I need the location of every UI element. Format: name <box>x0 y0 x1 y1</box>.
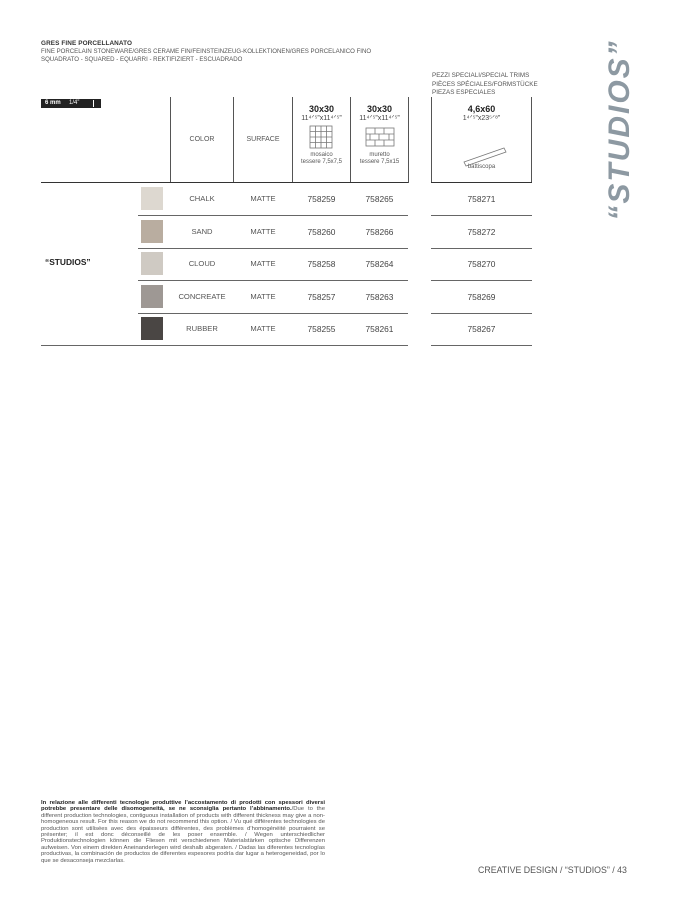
column-header-color: COLOR <box>189 136 215 143</box>
code-size2: 758264 <box>365 259 394 270</box>
special-trims-label <box>432 72 538 98</box>
divider <box>431 182 532 183</box>
row-divider <box>138 280 408 281</box>
special-trims-line3: PIEZAS ESPECIALES <box>432 89 496 96</box>
column-header-size2 <box>351 104 408 166</box>
color-name: RUBBER <box>186 324 218 334</box>
divider <box>41 182 408 183</box>
row-divider <box>431 280 532 281</box>
color-swatch <box>141 220 163 243</box>
color-name: CLOUD <box>188 259 216 269</box>
code-size2: 758265 <box>365 194 394 205</box>
size1-imperial: 11⁴ᐟ⁵”x11⁴ᐟ⁵” <box>301 115 342 122</box>
brick-wall-icon <box>351 122 408 152</box>
size1-caption1: mosaico <box>310 152 333 158</box>
code-size3: 758270 <box>467 259 496 270</box>
thickness-arrow-icon <box>93 100 94 107</box>
series-name: “STUDIOS” <box>45 257 91 267</box>
row-divider <box>41 345 138 346</box>
color-swatch <box>141 285 163 308</box>
column-header-size3 <box>432 104 531 171</box>
page-footer: CREATIVE DESIGN / “STUDIOS” / 43 <box>478 865 627 875</box>
size2-caption2: tessere 7,5x15 <box>359 159 400 165</box>
surface-name: MATTE <box>250 291 276 301</box>
footnote-text: /Due to the different production technologies, contiguous installation of products with different thickness may give a non-homogeneous result. For this reason we do not recommend this option. / Vu qué différentes technologies de production sont utilisées avec des épaisseurs différentes, des problèmes d’homogénéité pourraient se présenter; il est donc déconseillé de les poser ensemble. / Wegen unterschiedlicher Produktionstechnologien können die Fliesen mit verschiedenen Materialstärken optische Differenzen aufweisen. Von einem direkten Aneinanderlegen wird deshalb abgeraten. / Dadas las diferentes tecnologías productivas, la combinación de productos de diferentes espesores podría dar lugar a heterogeneidad, por lo que se desaconseja mezclarlas. <box>41 806 325 864</box>
code-size3: 758267 <box>467 324 496 335</box>
vertical-title-text: “STUDIOS” <box>603 39 636 221</box>
surface-name: MATTE <box>250 194 276 204</box>
color-name: CHALK <box>189 194 215 204</box>
header-subtitle: FINE PORCELAIN STONEWARE/GRES CERAME FIN/FEINSTEINZEUG-KOLLEKTIONEN/GRES PORCELANICO FINO <box>41 48 372 55</box>
row-divider <box>431 345 532 346</box>
thickness-mm: 6 mm <box>45 100 61 106</box>
color-name: CONCREATE <box>178 291 226 301</box>
code-size1: 758257 <box>307 291 336 302</box>
column-header-size1 <box>293 104 350 166</box>
surface-name: MATTE <box>250 259 276 269</box>
header-squared: SQUADRATO - SQUARED - EQUARRI - REKTIFIZIERT - ESCUADRADO <box>41 56 243 63</box>
color-name: SAND <box>191 226 213 236</box>
code-size1: 758255 <box>307 324 336 335</box>
special-trims-line1: PEZZI SPECIALI/SPECIAL TRIMS <box>432 72 530 79</box>
column-header-surface: SURFACE <box>246 136 280 143</box>
skirting-icon <box>432 122 531 170</box>
size1-caption2: tessere 7,5x7,5 <box>300 159 343 165</box>
size2-imperial: 11⁴ᐟ⁵”x11⁴ᐟ⁵” <box>359 115 400 122</box>
surface-name: MATTE <box>250 226 276 236</box>
size2-caption1: muretto <box>369 152 390 158</box>
color-swatch <box>141 252 163 275</box>
code-size1: 758259 <box>307 194 336 205</box>
thickness-badge <box>41 99 101 108</box>
code-size2: 758263 <box>365 291 394 302</box>
code-size1: 758260 <box>307 226 336 237</box>
footnote <box>41 800 325 864</box>
row-divider <box>138 345 408 346</box>
row-divider <box>431 248 532 249</box>
code-size2: 758266 <box>365 226 394 237</box>
size2-metric: 30x30 <box>366 104 393 114</box>
vertical-series-title <box>600 40 640 220</box>
code-size3: 758272 <box>467 226 496 237</box>
thickness-inch: 1/4” <box>69 100 80 106</box>
code-size3: 758271 <box>467 194 496 205</box>
surface-name: MATTE <box>250 324 276 334</box>
size3-caption1: battiscopa <box>467 164 496 170</box>
special-trims-line2: PIÈCES SPÉCIALES/FORMSTÜCKE <box>432 80 538 88</box>
row-divider <box>138 248 408 249</box>
size1-metric: 30x30 <box>308 104 335 114</box>
header-title: GRES FINE PORCELLANATO <box>41 40 133 47</box>
size3-metric: 4,6x60 <box>467 104 496 114</box>
row-divider <box>431 313 532 314</box>
mosaic-icon <box>293 122 350 152</box>
code-size3: 758269 <box>467 291 496 302</box>
color-swatch <box>141 187 163 210</box>
row-divider <box>138 215 408 216</box>
color-swatch <box>141 317 163 340</box>
footnote-bold: In relazione alle differenti tecnologie produttive l’accostamento di prodotti con spessori diversi potrebbe presentare delle disomogeneità, se ne sconsiglia pertanto l’abbinamento. <box>41 800 325 813</box>
divider <box>531 97 532 183</box>
size3-imperial: 1⁴ᐟ⁵”x23⁵ᐟ⁸” <box>462 115 501 122</box>
row-divider <box>138 313 408 314</box>
code-size2: 758261 <box>365 324 394 335</box>
divider <box>408 97 409 183</box>
row-divider <box>431 215 532 216</box>
code-size1: 758258 <box>307 259 336 270</box>
